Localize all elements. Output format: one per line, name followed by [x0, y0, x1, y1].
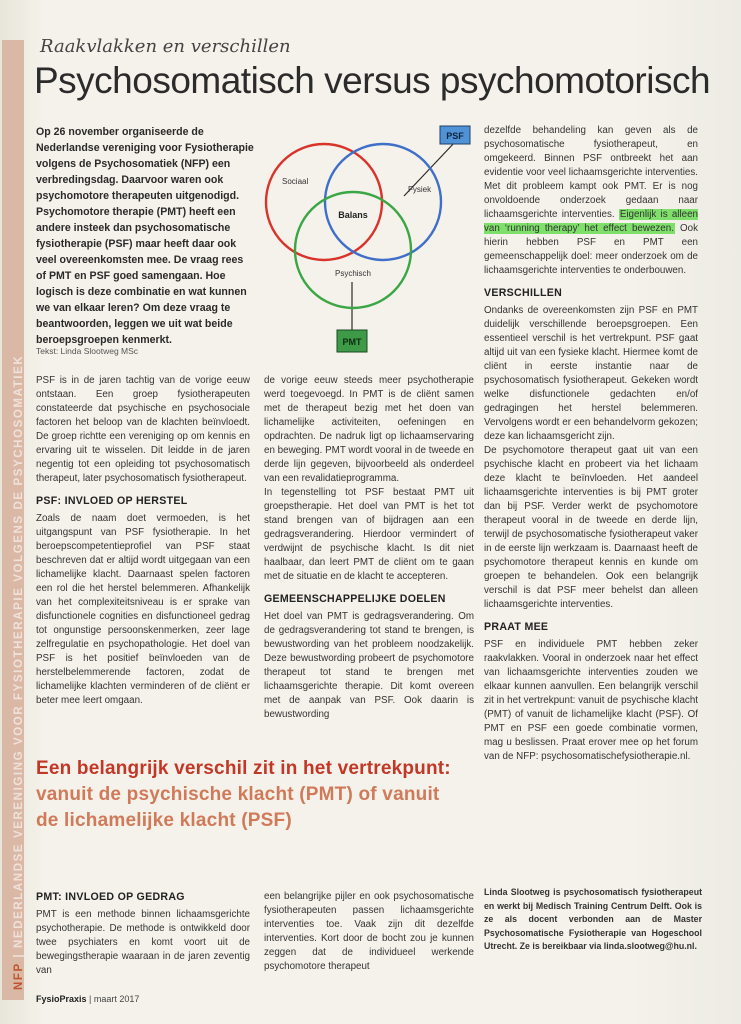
pmt-paragraph: PMT is een methode binnen lichaamsgerichte psychotherapie. De methode is ontwikkeld door twee psychiaters en komt voort uit de bewegingstherapie waaraan in de jaren zeventig van: [36, 909, 250, 976]
page-footer: FysioPraxis | maart 2017: [36, 994, 140, 1004]
verschillen-paragraph-2: De psychomotore therapeut gaat uit van een psychische klacht en probeert via het lichaam deze klacht te beïnvloeden. Het aandeel lichaamsgerichte interventies is bij PMT groter dan bij PSF. Verder werkt de psychomotore therapeut vooral in de tweede en derde lijn, terwijl de psychosomatische fysiotherapeut vaker in de eerste lijn werkzaam is. Daarnaast heeft de psychomotore therapeut kennis en kunde om groepen te behandelen. Ook een belangrijk verschil is dat PSF meer behelst dan alleen lichaamsgerichte interventies.: [484, 445, 698, 610]
psf-paragraph: Zoals de naam doet vermoeden, is het uitgangspunt van PSF fysiotherapie. In het beroepscompetentieprofiel van PSF staat beschreven dat er altijd wordt uitgegaan van een lichamelijke klacht. Daarnaast spelen factoren een rol die het herstel belemmeren. Afhankelijk van het complexiteitsniveau is er sprake van disfunctionele cognities en disfunctioneel gedrag tot ongunstige persoonskenmerken, zeer lage zelfregulatie en psychopathologie. Het doel van PSF is het positief beïnvloeden van de herstelbelemmerende factoren, zodat de lichamelijke klachten verminderen of de cliënt er beter mee leert omgaan.: [36, 513, 250, 706]
venn-diagram: [262, 124, 472, 360]
intro-paragraph: Op 26 november organiseerde de Nederlandse vereniging voor Fysiotherapie volgens de Psychosomatiek (NFP) een verbredingsdag. Daarvoor waren ook psychomotore therapeuten uitgenodigd. Psychomotore therapie (PMT) heeft een andere insteek dan psychosomatische fysiotherapie (PSF) maar heeft daar ook veel overeenkomsten mee. De vraag rees of PMT en PSF goed samengaan. Hoe logisch is deze combinatie en wat kunnen we van elkaar leren? Om deze vraag te beantwoorden, leggen we uit wat beide beroepsgroepen kenmerkt.: [36, 126, 254, 346]
verschillen-paragraph-1: Ondanks de overeenkomsten zijn PSF en PMT duidelijk verschillende beroepsgroepen. Een essentieel verschil is het vertrekpunt. PSF gaat altijd uit van een fysieke klacht. Hiermee komt de cliënt in eerste instantie naar de psychosomatisch fysiotherapeut. Gekeken wordt welke disfunctionele gedachten en/of gedragingen het herstel belemmeren. Vervolgens wordt er een behandelvorm gekozen; deze kan lichaamsgericht zijn.: [484, 305, 698, 442]
heading-praat-mee: PRAAT MEE: [484, 621, 549, 633]
column-4: [36, 890, 250, 978]
pull-quote: Een belangrijk verschil zit in het vertrekpunt: vanuit de psychische klacht (PMT) of vanuit de lichamelijke klacht (PSF): [36, 758, 451, 831]
sociaal-label: Sociaal: [282, 177, 309, 186]
psf-label: PSF: [446, 131, 464, 141]
doelen-paragraph: Het doel van PMT is gedragsverandering. Om de gedragsverandering tot stand te brengen, is bewustwording van het probleem noodzakelijk. Deze bewustwording probeert de psychomotore therapeut tot stand te brengen met lichaamsgerichte therapie. Dit komt overeen met de aanpak van PSF. Ook daarin is bewustwording: [264, 611, 474, 720]
pijler-paragraph: een belangrijke pijler en ook psychosomatische fysiotherapeuten passen lichaamsgerichte interventies toe. Vaak zijn dit dezelfde interventies. Kort door de bocht zou je kunnen zeggen dat de individueel werkende psychomotore therapeut: [264, 891, 474, 972]
balans-label: Balans: [338, 210, 368, 220]
pmt-label: PMT: [342, 337, 362, 347]
spine-label: NFP | NEDERLANDSE VERENIGING VOOR FYSIOTHERAPIE VOLGENS DE PSYCHOSOMATIEK: [13, 354, 25, 990]
pmt-group-paragraph: In tegenstelling tot PSF bestaat PMT uit groepstherapie. Het doel van PMT is het tot stand brengen van of bijdragen aan een gedragsverandering. Hierdoor vermindert of verdwijnt de psychische klacht. Is dit niet haalbaar, dan leert PMT de cliënt om te gaan met de situatie en de klacht te accepteren.: [264, 487, 474, 582]
heading-pmt-gedrag: PMT: INVLOED OP GEDRAG: [36, 891, 185, 903]
fysiek-label: Fysiek: [408, 185, 432, 194]
highlighted-sentence: Eigenlijk is alleen van ‘running therapy’ het effect bewezen.: [484, 209, 698, 234]
heading-psf-herstel: PSF: INVLOED OP HERSTEL: [36, 495, 188, 507]
byline: Tekst: Linda Slootweg MSc: [36, 346, 139, 356]
column-2: [264, 374, 474, 722]
page-title: Psychosomatisch versus psychomotorisch: [34, 60, 711, 101]
praat-mee-paragraph: PSF en individuele PMT hebben zeker raakvlakken. Vooral in onderzoek naar het effect van lichaamsgerichte interventies zouden we elkaar kunnen aanvullen. Een belangrijk verschil zit in het vertrekpunt: vanuit de psychische klacht (PMT) of vanuit de lichamelijke klacht (PSF). Of PMT en PSF een goede combinatie vormen, mag u beslissen. Praat erover mee op het forum van de NFP: psychosomatischefysiotherapie.nl.: [484, 639, 698, 762]
heading-gemeenschappelijke-doelen: GEMEENSCHAPPELIJKE DOELEN: [264, 593, 446, 605]
pmt-continued-paragraph: de vorige eeuw steeds meer psychotherapie werd toegevoegd. In PMT is de cliënt samen met de therapeut bezig met het doen van lichamelijke activiteiten, oefeningen en opdrachten. De nadruk ligt op lichaamservaring en beweging. PMT wordt vooral in de tweede en derde lijn gegeven, bijvoorbeeld als onderdeel van een revalidatieprogramma.: [264, 375, 474, 484]
column-5: [264, 890, 474, 974]
column-3: [484, 124, 698, 764]
column-1: [36, 374, 250, 708]
history-paragraph: PSF is in de jaren tachtig van de vorige eeuw ontstaan. Een groep fysiotherapeuten constateerde dat psychische en psychosociale factoren het beloop van de klachten beïnvloedt. De groep richtte een vereniging op om kennis en ervaring uit te wisselen. Dit leidde in de jaren negentig tot een opleiding tot psychosomatisch therapeut, later psychosomatisch fysiotherapeut.: [36, 375, 250, 484]
author-bio: Linda Slootweg is psychosomatisch fysiotherapeut en werkt bij Medisch Training Centrum Delft. Ook is ze als docent verbonden aan de Master Psychosomatische Fysiotherapie van Hogeschool Utrecht. Ze is bereikbaar via linda.slootweg@hu.nl.: [484, 887, 702, 951]
section-kicker: Raakvlakken en verschillen: [40, 36, 291, 57]
heading-verschillen: VERSCHILLEN: [484, 287, 563, 299]
psychisch-label: Psychisch: [334, 269, 372, 278]
evidence-paragraph: dezelfde behandeling kan geven als de psychosomatische fysiotherapeut, en omgekeerd. Binnen PSF ontbreekt het aan evidentie voor veel lichaamsgerichte interventies. Met dit probleem kampt ook PMT. Er is nog onvoldoende onderzoek gedaan naar lichaamsgerichte interventies. Eigenlijk is alleen van ‘running therapy’ het effect bewezen. Ook hierin hebben PSF en PMT een gemeenschappelijk doel: meer onderzoek om de lichaamsgerichte interventies te onderbouwen.: [484, 125, 698, 276]
